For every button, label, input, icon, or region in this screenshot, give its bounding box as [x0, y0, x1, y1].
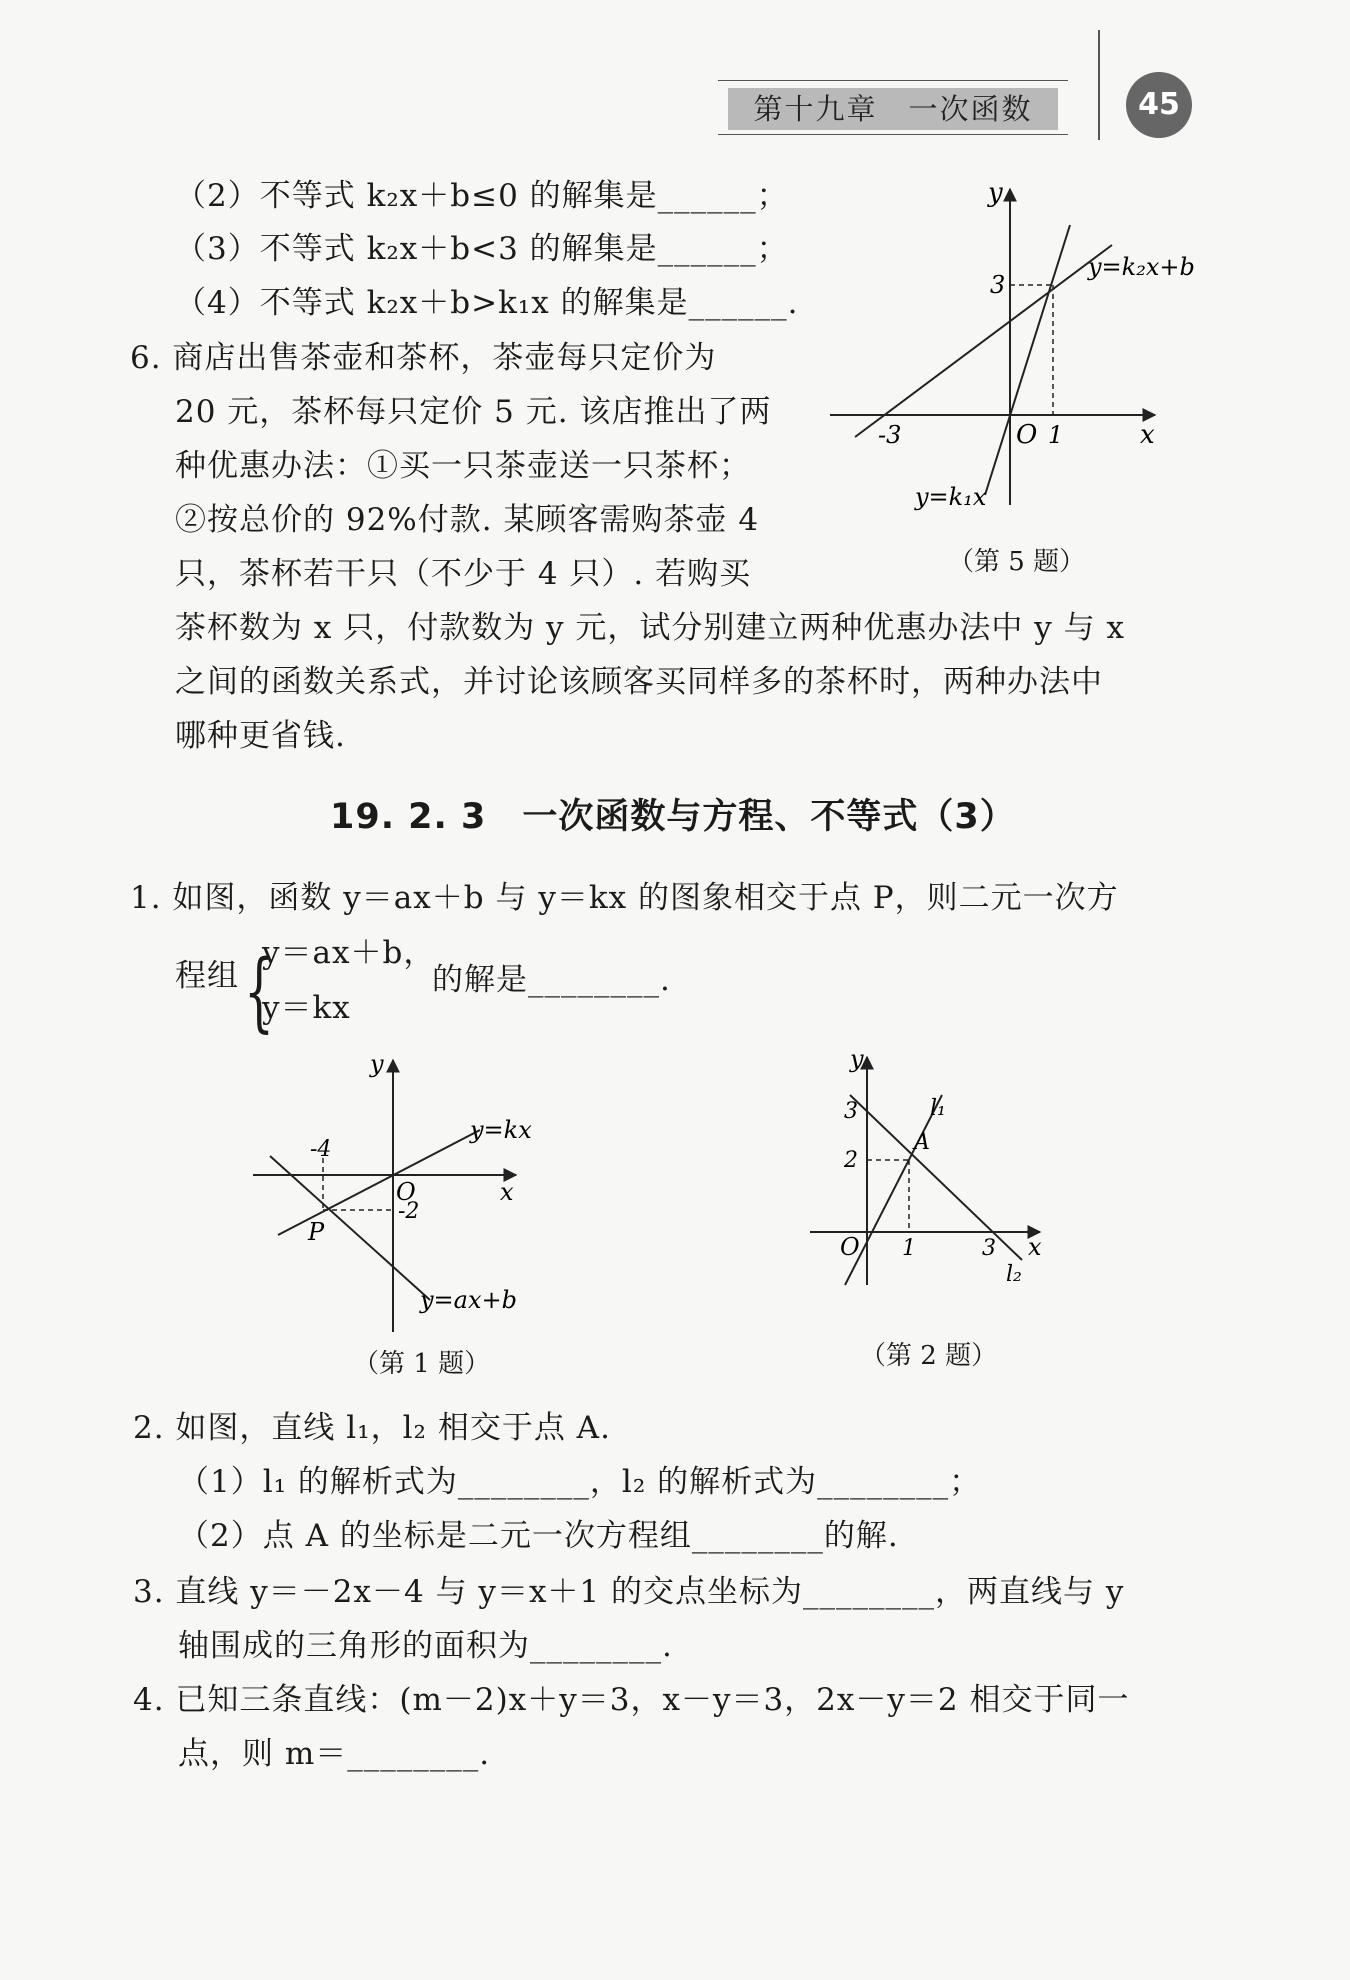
q6-line-3: 种优惠办法：①买一只茶壶送一只茶杯； — [175, 448, 751, 484]
q6-line-7: 之间的函数关系式，并讨论该顾客买同样多的茶杯时，两种办法中 — [175, 664, 1103, 700]
fig5-label-neg3: -3 — [878, 421, 902, 449]
q3-line-1: 3. 直线 y＝－2x－4 与 y＝x＋1 的交点坐标为________，两直线与 y — [133, 1574, 1125, 1610]
fig1-label-ab: y=ax+b — [420, 1286, 517, 1314]
header-rule-top — [718, 80, 1068, 81]
header-rule-bottom — [718, 134, 1068, 135]
q5-part-3: （3）不等式 k₂x＋b<3 的解集是______； — [175, 231, 789, 267]
fig1-label-neg2: -2 — [398, 1199, 420, 1224]
chapter-title: 第十九章 一次函数 — [728, 88, 1058, 130]
q1-prefix: 程组 — [175, 958, 239, 994]
fig2-label-two: 2 — [844, 1148, 858, 1173]
page-number: 45 — [1126, 72, 1192, 138]
figure-1 — [248, 1050, 568, 1340]
fig2-label-one: 1 — [902, 1236, 916, 1261]
figure-5 — [820, 175, 1200, 515]
q2-line-2: （1）l₁ 的解析式为________，l₂ 的解析式为________； — [178, 1464, 982, 1500]
q4-line-2: 点，则 m＝________. — [178, 1736, 491, 1772]
q6-line-6: 茶杯数为 x 只，付款数为 y 元，试分别建立两种优惠办法中 y 与 x — [175, 610, 1125, 646]
q1-eq2: y＝kx — [262, 990, 351, 1026]
q3-line-2: 轴围成的三角形的面积为________. — [178, 1628, 673, 1664]
fig5-line-k1 — [985, 225, 1070, 495]
q6-line-4: ②按总价的 92%付款. 某顾客需购茶壶 4 — [175, 502, 760, 538]
fig1-label-neg4: -4 — [310, 1137, 332, 1162]
q2-line-1: 2. 如图，直线 l₁，l₂ 相交于点 A. — [133, 1410, 611, 1446]
fig1-label-kx: y=kx — [470, 1116, 532, 1144]
fig2-label-l2: l₂ — [1006, 1262, 1022, 1287]
q5-part-4: （4）不等式 k₂x＋b>k₁x 的解集是______. — [175, 285, 799, 321]
q1-line-1: 1. 如图，函数 y＝ax＋b 与 y＝kx 的图象相交于点 P，则二元一次方 — [130, 880, 1119, 916]
fig5-line-k2 — [855, 245, 1112, 437]
fig2-caption: （第 2 题） — [860, 1341, 998, 1371]
fig5-label-o: O — [1016, 420, 1038, 450]
fig1-label-y: y — [370, 1050, 384, 1078]
fig1-label-o: O — [396, 1178, 416, 1206]
fig5-label-x: x — [1140, 420, 1155, 450]
fig2-label-l1: l₁ — [930, 1096, 946, 1121]
fig2-label-x: x — [1028, 1233, 1042, 1261]
fig5-label-line1: y=k₁x — [915, 483, 987, 511]
fig1-label-p: P — [308, 1218, 325, 1246]
q6-line-8: 哪种更省钱. — [175, 718, 346, 754]
q1-suffix: 的解是________. — [432, 962, 671, 998]
fig5-label-y: y — [988, 178, 1003, 208]
fig2-label-three-y: 3 — [844, 1099, 858, 1124]
section-title: 19. 2. 3 一次函数与方程、不等式（3） — [330, 797, 1016, 837]
fig2-label-a: A — [914, 1130, 930, 1155]
q6-line-5: 只，茶杯若干只（不少于 4 只）. 若购买 — [175, 556, 752, 592]
q2-line-3: （2）点 A 的坐标是二元一次方程组________的解. — [178, 1518, 899, 1554]
q4-line-1: 4. 已知三条直线：(m－2)x＋y＝3，x－y＝3，2x－y＝2 相交于同一 — [133, 1682, 1130, 1718]
fig2-label-three-x: 3 — [982, 1236, 996, 1261]
fig5-label-line2: y=k₂x+b — [1088, 253, 1195, 281]
fig5-label-three: 3 — [990, 271, 1006, 299]
fig1-label-x: x — [500, 1178, 514, 1206]
q6-line-1: 6. 商店出售茶壶和茶杯，茶壶每只定价为 — [130, 340, 717, 376]
q1-brace: { — [244, 942, 275, 1042]
q1-eq1: y＝ax＋b， — [262, 935, 436, 971]
q6-line-2: 20 元，茶杯每只定价 5 元. 该店推出了两 — [175, 394, 772, 430]
figure-2 — [800, 1045, 1060, 1305]
q5-part-2: （2）不等式 k₂x＋b≤0 的解集是______； — [175, 178, 789, 214]
fig2-label-o: O — [840, 1233, 860, 1261]
fig5-caption: （第 5 题） — [948, 547, 1086, 577]
header-divider — [1098, 30, 1100, 140]
fig5-label-one: 1 — [1048, 421, 1064, 449]
fig1-caption: （第 1 题） — [353, 1349, 491, 1379]
fig2-label-y: y — [850, 1045, 864, 1073]
